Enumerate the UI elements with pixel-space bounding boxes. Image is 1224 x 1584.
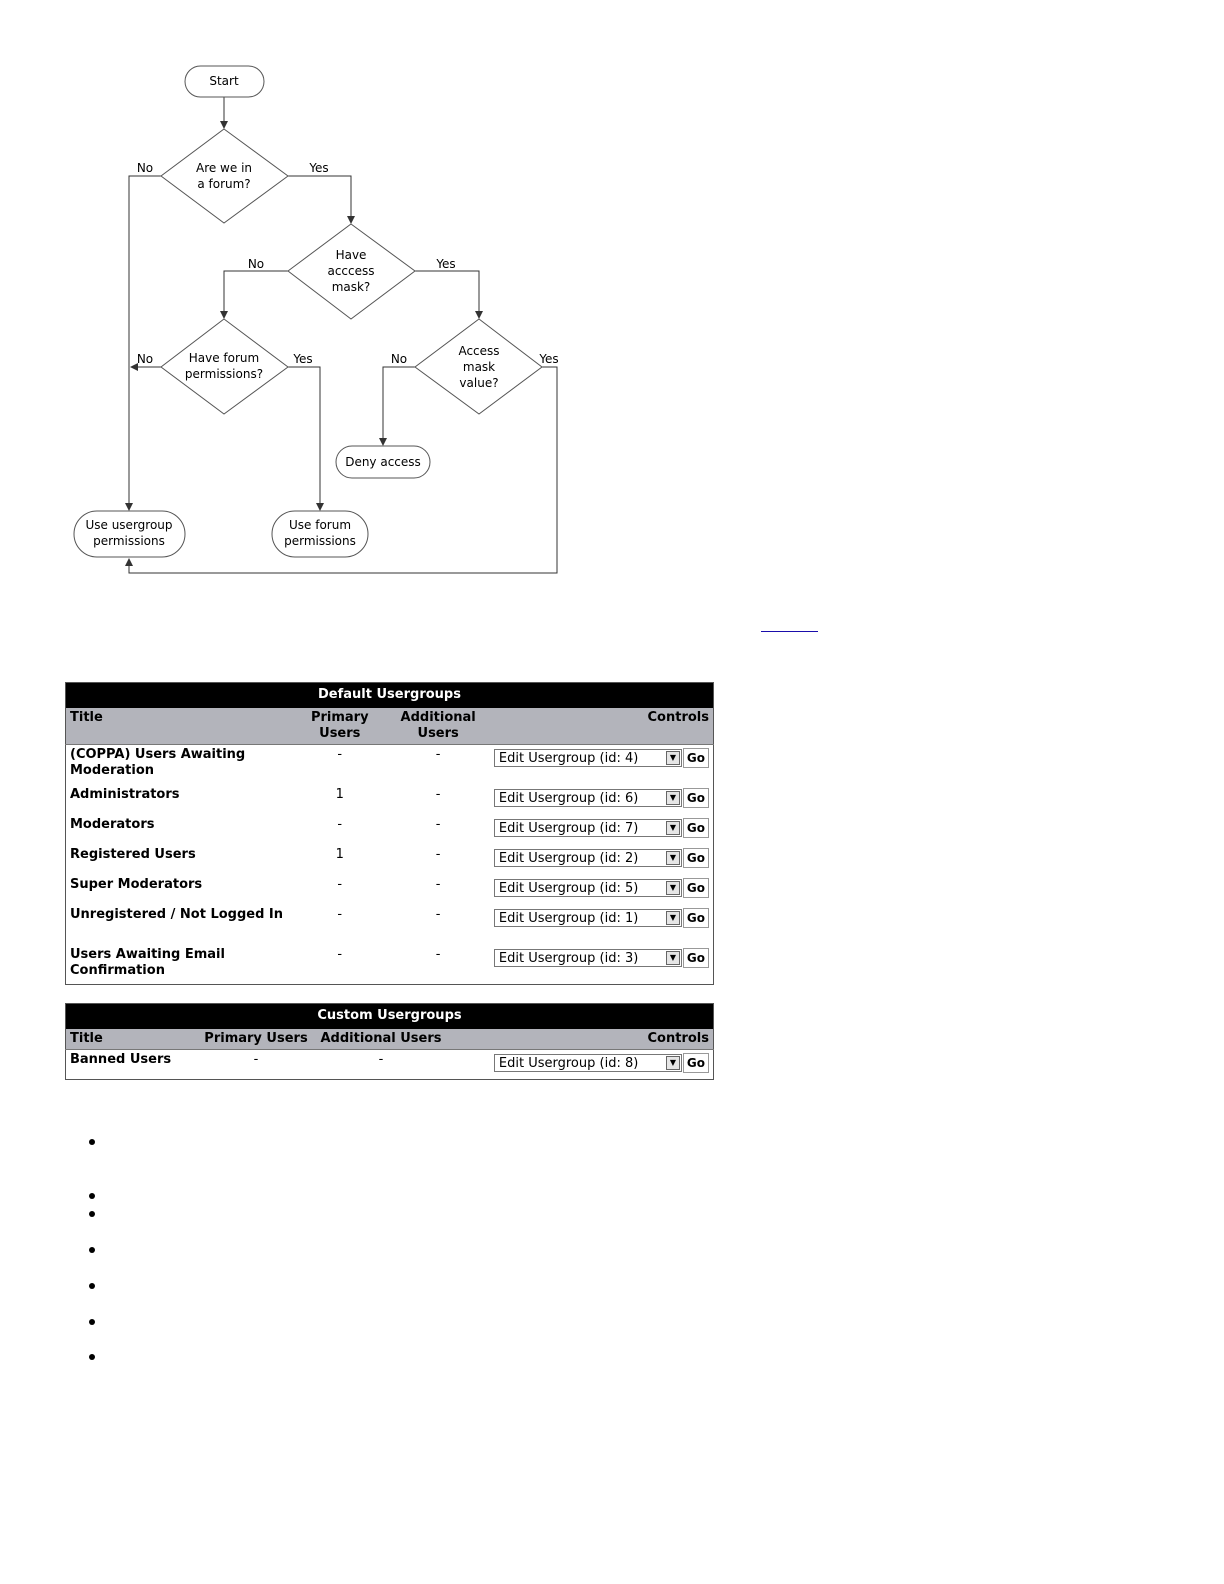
- usergroup-title: Banned Users: [70, 1052, 172, 1067]
- usergroup-title: Administrators: [70, 786, 180, 802]
- use-forum-line1: Use forum: [288, 518, 352, 532]
- decision-mask-value-line3: value?: [459, 376, 499, 390]
- dropdown-arrow-icon[interactable]: ▼: [666, 1056, 680, 1070]
- additional-users-count: -: [435, 946, 441, 962]
- usergroup-action-select[interactable]: [494, 849, 682, 867]
- additional-users-count: -: [435, 786, 441, 802]
- edge-mask-no: [224, 271, 288, 318]
- label-yes-2: Yes: [436, 257, 456, 271]
- usergroup-action-select[interactable]: [494, 1054, 682, 1072]
- usergroup-title: Users Awaiting Email Confirmation: [70, 946, 225, 978]
- primary-users-count: -: [337, 816, 343, 832]
- label-no-3: No: [136, 352, 154, 366]
- column-primary-users-line2: Users: [319, 726, 361, 741]
- dropdown-arrow-icon[interactable]: ▼: [666, 951, 680, 965]
- usergroup-action-select-value: Edit Usergroup (id: 5): [498, 880, 639, 896]
- label-no-4: No: [390, 352, 408, 366]
- usergroup-title: Super Moderators: [70, 876, 203, 892]
- dropdown-arrow-icon[interactable]: ▼: [666, 751, 680, 765]
- column-primary-users: Primary Users: [196, 1029, 316, 1050]
- list-item: [105, 1247, 113, 1255]
- usergroup-controls: [490, 745, 714, 785]
- decision-access-mask-line2: acccess: [327, 264, 375, 278]
- additional-users-count: -: [378, 1052, 384, 1067]
- edge-forumperms-yes: [288, 367, 320, 510]
- label-yes-4: Yes: [539, 352, 559, 366]
- additional-users-count: -: [435, 846, 441, 862]
- usergroup-action-select[interactable]: [494, 749, 682, 767]
- column-controls: Controls: [490, 708, 714, 745]
- dropdown-arrow-icon[interactable]: ▼: [666, 821, 680, 835]
- usergroup-action-select-value: Edit Usergroup (id: 6): [498, 790, 639, 806]
- usergroup-row: [66, 905, 714, 945]
- edge-maskvalue-no: [383, 367, 415, 445]
- column-additional-users: Additional Users: [316, 1029, 446, 1050]
- usergroup-controls: [490, 875, 714, 905]
- custom-usergroups-heading: Custom Usergroups: [66, 1004, 714, 1030]
- column-additional-users-line2: Users: [417, 726, 459, 741]
- go-button[interactable]: Go: [683, 788, 709, 808]
- usergroup-row: [66, 785, 714, 815]
- additional-users-count: -: [435, 747, 441, 762]
- label-yes-3: Yes: [293, 352, 313, 366]
- column-title: Title: [66, 1029, 197, 1050]
- primary-users-count: -: [337, 876, 343, 892]
- go-button[interactable]: Go: [683, 818, 709, 838]
- usergroup-controls: [490, 845, 714, 875]
- decision-in-forum-line2: a forum?: [197, 177, 251, 191]
- usergroup-action-select-value: Edit Usergroup (id: 1): [498, 910, 639, 926]
- usergroup-controls: [490, 945, 714, 985]
- edge-mask-yes: [415, 271, 479, 318]
- primary-users-count: -: [253, 1052, 259, 1067]
- usergroup-controls: [490, 905, 714, 945]
- bullet-icon: [89, 1354, 95, 1360]
- decision-forum-permissions-line1: Have forum: [188, 351, 260, 365]
- decision-in-forum: [161, 129, 288, 223]
- use-usergroup-line1: Use usergroup: [85, 518, 173, 532]
- use-usergroup-line2: permissions: [93, 534, 165, 548]
- column-controls: Controls: [446, 1029, 714, 1050]
- bullet-icon: [89, 1139, 95, 1145]
- usergroup-action-select[interactable]: [494, 789, 682, 807]
- dropdown-arrow-icon[interactable]: ▼: [666, 851, 680, 865]
- usergroup-action-select-value: Edit Usergroup (id: 7): [498, 820, 639, 836]
- bullet-icon: [89, 1283, 95, 1289]
- label-no-2: No: [247, 257, 265, 271]
- usergroup-controls: [490, 785, 714, 815]
- usergroup-action-select[interactable]: [494, 909, 682, 927]
- default-usergroups-table: [65, 682, 714, 985]
- decision-mask-value-line2: mask: [462, 360, 496, 374]
- list-item: [105, 1193, 113, 1201]
- column-additional-users-line1: Additional: [400, 710, 476, 725]
- edge-forum-yes: [288, 176, 351, 223]
- column-primary-users: [293, 708, 386, 745]
- usergroup-row: [66, 815, 714, 845]
- bullet-icon: [89, 1193, 95, 1199]
- column-title: Title: [66, 708, 294, 745]
- usergroup-action-select[interactable]: [494, 949, 682, 967]
- additional-users-count: -: [435, 906, 441, 922]
- primary-users-count: -: [337, 946, 343, 962]
- usergroup-action-select-value: Edit Usergroup (id: 2): [498, 850, 639, 866]
- primary-users-count: 1: [335, 786, 344, 802]
- dropdown-arrow-icon[interactable]: ▼: [666, 911, 680, 925]
- label-yes-1: Yes: [309, 161, 329, 175]
- usergroup-action-select-value: Edit Usergroup (id: 3): [498, 950, 639, 966]
- primary-users-count: -: [337, 747, 343, 762]
- usergroup-row: [66, 945, 714, 985]
- bullet-icon: [89, 1319, 95, 1325]
- go-button[interactable]: Go: [683, 1053, 709, 1073]
- permissions-flowchart: [60, 55, 570, 585]
- primary-users-count: -: [337, 906, 343, 922]
- decision-forum-permissions-line2: permissions?: [184, 367, 264, 381]
- usergroup-action-select-value: Edit Usergroup (id: 8): [498, 1056, 639, 1071]
- bullet-icon: [89, 1211, 95, 1217]
- usergroup-row: [66, 875, 714, 905]
- default-usergroups-heading: Default Usergroups: [66, 683, 714, 709]
- decision-in-forum-line1: Are we in: [195, 161, 253, 175]
- label-no-1: No: [136, 161, 154, 175]
- go-button[interactable]: Go: [683, 878, 709, 898]
- custom-usergroups-table: [65, 1003, 714, 1080]
- go-button[interactable]: Go: [683, 908, 709, 928]
- usergroup-row: [66, 745, 714, 785]
- dropdown-arrow-icon[interactable]: ▼: [666, 791, 680, 805]
- bullet-icon: [89, 1247, 95, 1253]
- additional-users-count: -: [435, 876, 441, 892]
- list-item: [105, 1354, 113, 1362]
- list-item: [105, 1139, 113, 1147]
- decision-mask-value-line1: Access: [458, 344, 500, 358]
- start-label: Start: [209, 74, 239, 88]
- deny-access-label: Deny access: [345, 455, 421, 469]
- usergroup-title: Unregistered / Not Logged In: [70, 906, 284, 922]
- usergroup-row: [66, 1050, 714, 1080]
- list-item: [105, 1319, 113, 1327]
- usergroup-action-select-value: Edit Usergroup (id: 4): [498, 751, 639, 766]
- decision-access-mask-line3: mask?: [331, 280, 371, 294]
- go-button[interactable]: Go: [683, 948, 709, 968]
- usergroup-title: Moderators: [70, 816, 155, 832]
- go-button[interactable]: Go: [683, 748, 709, 768]
- column-additional-users: [386, 708, 490, 745]
- usergroup-action-select[interactable]: [494, 819, 682, 837]
- usergroup-controls: [446, 1050, 714, 1080]
- additional-users-count: -: [435, 816, 441, 832]
- edge-forum-no: [129, 176, 161, 510]
- use-forum-line2: permissions: [284, 534, 356, 548]
- list-item: [105, 1283, 113, 1291]
- go-button[interactable]: Go: [683, 848, 709, 868]
- inline-link[interactable]: [761, 626, 818, 632]
- usergroup-action-select[interactable]: [494, 879, 682, 897]
- primary-users-count: 1: [335, 846, 344, 862]
- usergroup-title: (COPPA) Users Awaiting Moderation: [70, 747, 246, 778]
- usergroup-controls: [490, 815, 714, 845]
- list-item: [105, 1211, 113, 1219]
- dropdown-arrow-icon[interactable]: ▼: [666, 881, 680, 895]
- decision-access-mask-line1: Have: [335, 248, 367, 262]
- usergroup-row: [66, 845, 714, 875]
- usergroup-title: Registered Users: [70, 846, 196, 862]
- column-primary-users-line1: Primary: [310, 710, 369, 725]
